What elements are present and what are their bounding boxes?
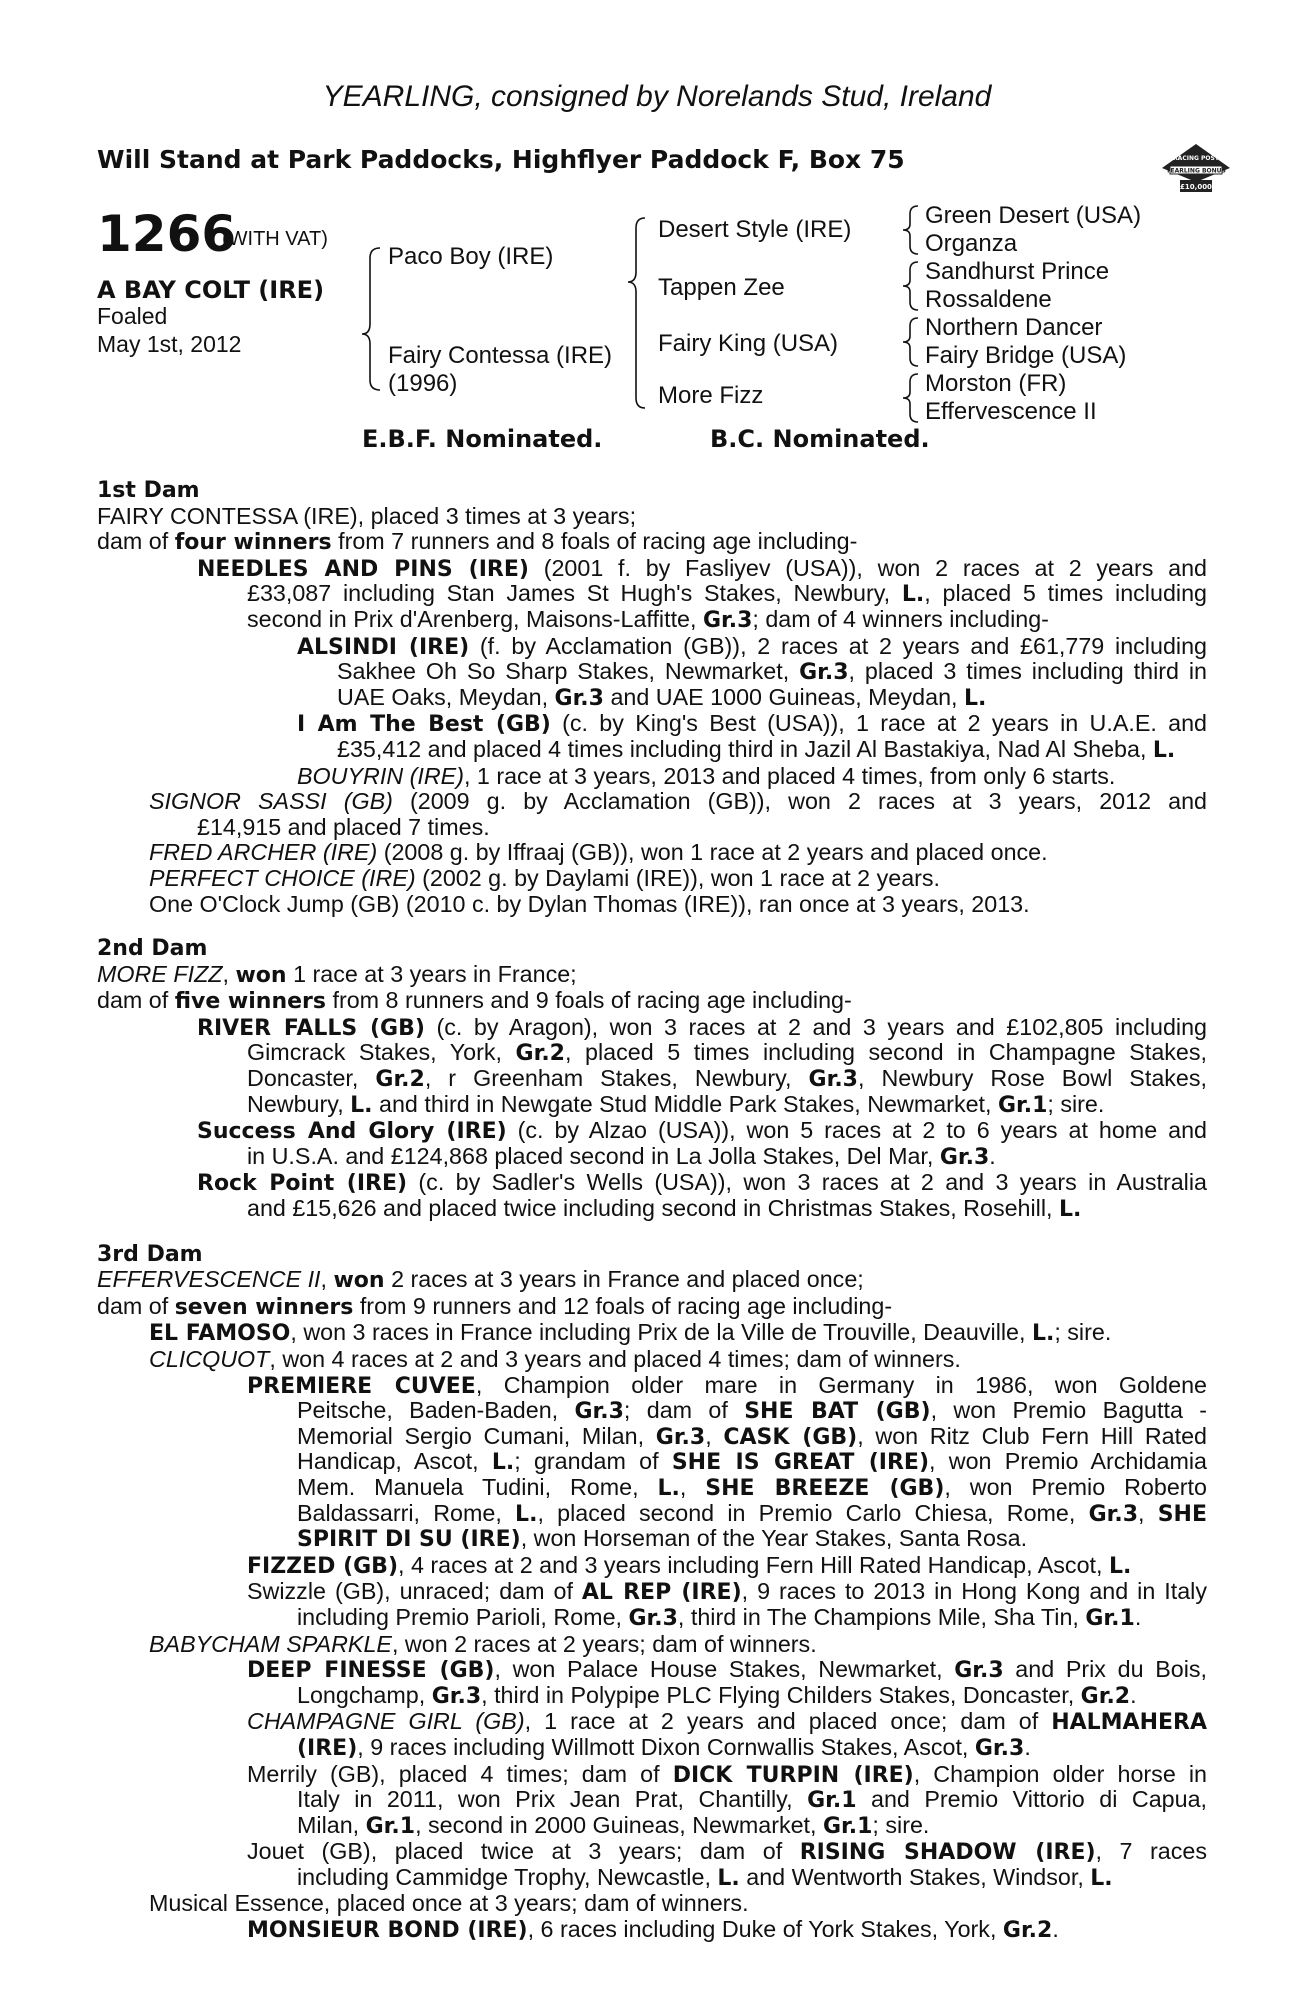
- second-dam-line: Rock Point (IRE) (c. by Sadler's Wells (USA)), won 3 races at 2 and 3 years in Australia: [197, 1170, 1207, 1197]
- second-dam-line: dam of five winners from 8 runners and 9 foals of racing age including-: [97, 988, 852, 1015]
- third-dam-line: Baldassarri, Rome, L., placed second in Premio Carlo Chiesa, Rome, Gr.3, SHE: [297, 1500, 1207, 1527]
- second-dam-line: RIVER FALLS (GB) (c. by Aragon), won 3 races at 2 and 3 years and £102,805 including: [197, 1014, 1207, 1041]
- ggp-5: Northern Dancer: [925, 314, 1103, 341]
- lot-number: 1266: [97, 205, 237, 263]
- third-dam-line: Jouet (GB), placed twice at 3 years; dam of RISING SHADOW (IRE), 7 races: [247, 1839, 1207, 1865]
- ggp-6: Fairy Bridge (USA): [925, 342, 1127, 369]
- second-dam-line: in U.S.A. and £124,868 placed second in La Jolla Stakes, Del Mar, Gr.3.: [247, 1143, 996, 1170]
- third-dam-line: DEEP FINESSE (GB), won Palace House Stakes, Newmarket, Gr.3 and Prix du Bois,: [247, 1657, 1207, 1683]
- first-dam-line: £33,087 including Stan James St Hugh's Stakes, Newbury, L., placed 5 times including: [247, 581, 1207, 607]
- first-dam-line: £14,915 and placed 7 times.: [197, 814, 490, 840]
- third-dam-line: SPIRIT DI SU (IRE), won Horseman of the Year Stakes, Santa Rosa.: [297, 1526, 1028, 1553]
- foaled-label: Foaled: [97, 303, 168, 329]
- third-dam-line: EL FAMOSO, won 3 races in France including Prix de la Ville de Trouville, Deauville, L.; sire.: [149, 1320, 1112, 1347]
- sire-sire: Desert Style (IRE): [658, 216, 852, 243]
- third-dam-line: FIZZED (GB), 4 races at 2 and 3 years including Fern Hill Rated Handicap, Ascot, L.: [247, 1552, 1132, 1579]
- third-dam-line: Italy in 2011, won Prix Jean Prat, Chantilly, Gr.1 and Premio Vittorio di Capua,: [297, 1787, 1207, 1813]
- second-dam-line: and £15,626 and placed twice including second in Christmas Stakes, Rosehill, L.: [247, 1196, 1082, 1223]
- bc-nominated: B.C. Nominated.: [710, 425, 930, 453]
- badge-amount: £10,000: [1180, 183, 1212, 191]
- badge-mid-text: YEARLING BONUS: [1166, 167, 1226, 175]
- first-dam-line: second in Prix d'Arenberg, Maisons-Laffitte, Gr.3; dam of 4 winners including-: [247, 606, 1049, 633]
- third-dam-line: Musical Essence, placed once at 3 years; dam of winners.: [149, 1891, 749, 1917]
- first-dam-line: FRED ARCHER (IRE) (2008 g. by Iffraaj (GB)), won 1 race at 2 years and placed once.: [149, 840, 1048, 866]
- vat-note: (WITH VAT): [222, 228, 328, 250]
- third-dam-line: including Premio Parioli, Rome, Gr.3, third in The Champions Mile, Sha Tin, Gr.1.: [297, 1604, 1142, 1631]
- third-dam-line: BABYCHAM SPARKLE, won 2 races at 2 years; dam of winners.: [149, 1631, 817, 1657]
- first-dam-line: ALSINDI (IRE) (f. by Acclamation (GB)), 2 races at 2 years and £61,779 including: [297, 633, 1207, 660]
- first-dam-line: UAE Oaks, Meydan, Gr.3 and UAE 1000 Guineas, Meydan, L.: [337, 684, 987, 711]
- second-dam-line: Doncaster, Gr.2, r Greenham Stakes, Newbury, Gr.3, Newbury Rose Bowl Stakes,: [247, 1066, 1207, 1092]
- first-dam-line: BOUYRIN (IRE), 1 race at 3 years, 2013 and placed 4 times, from only 6 starts.: [297, 763, 1116, 789]
- third-dam-line: including Cammidge Trophy, Newcastle, L. and Wentworth Stakes, Windsor, L.: [297, 1864, 1113, 1891]
- second-dam-line: MORE FIZZ, won 1 race at 3 years in France;: [97, 961, 577, 988]
- first-dam-line: One O'Clock Jump (GB) (2010 c. by Dylan Thomas (IRE)), ran once at 3 years, 2013.: [149, 891, 1030, 917]
- badge-top-text: RACING POST: [1173, 155, 1219, 162]
- dam-year: (1996): [388, 370, 458, 397]
- first-dam-line: NEEDLES AND PINS (IRE) (2001 f. by Fasliyev (USA)), won 2 races at 2 years and: [197, 555, 1207, 582]
- ebf-nominated: E.B.F. Nominated.: [362, 425, 603, 453]
- stand-location: Will Stand at Park Paddocks, Highflyer Paddock F, Box 75: [97, 145, 905, 174]
- third-dam-line: Swizzle (GB), unraced; dam of AL REP (IRE), 9 races to 2013 in Hong Kong and in Italy: [247, 1579, 1207, 1605]
- dam-sire: Fairy King (USA): [658, 330, 839, 357]
- ggp-3: Sandhurst Prince: [925, 258, 1110, 285]
- ggp-2: Organza: [925, 230, 1018, 257]
- third-dam-line: PREMIERE CUVEE, Champion older mare in Germany in 1986, won Goldene: [247, 1372, 1207, 1399]
- third-dam-line: EFFERVESCENCE II, won 2 races at 3 years in France and placed once;: [97, 1267, 864, 1294]
- lot-name: A BAY COLT (IRE): [97, 276, 325, 304]
- second-dam-line: Success And Glory (IRE) (c. by Alzao (USA)), won 5 races at 2 to 6 years at home and: [197, 1118, 1207, 1144]
- dam: Fairy Contessa (IRE): [388, 342, 613, 369]
- third-dam-line: MONSIEUR BOND (IRE), 6 races including Duke of York Stakes, York, Gr.2.: [247, 1917, 1059, 1944]
- sire: Paco Boy (IRE): [388, 243, 554, 270]
- third-dam-line: (IRE), 9 races including Willmott Dixon Cornwallis Stakes, Ascot, Gr.3.: [297, 1734, 1031, 1761]
- foaled-date: May 1st, 2012: [97, 331, 242, 357]
- third-dam-line: Peitsche, Baden-Baden, Gr.3; dam of SHE BAT (GB), won Premio Bagutta -: [297, 1398, 1207, 1424]
- third-dam-line: CLICQUOT, won 4 races at 2 and 3 years and placed 4 times; dam of winners.: [149, 1347, 961, 1372]
- first-dam-line: SIGNOR SASSI (GB) (2009 g. by Acclamation (GB)), won 2 races at 3 years, 2012 and: [149, 789, 1207, 815]
- third-dam-line: dam of seven winners from 9 runners and 12 foals of racing age including-: [97, 1293, 893, 1320]
- ggp-4: Rossaldene: [925, 286, 1052, 313]
- first-dam-line: £35,412 and placed 4 times including third in Jazil Al Bastakiya, Nad Al Sheba, L.: [337, 736, 1176, 763]
- first-dam-heading: 1st Dam: [97, 478, 200, 503]
- third-dam-line: Merrily (GB), placed 4 times; dam of DICK TURPIN (IRE), Champion older horse in: [247, 1761, 1207, 1788]
- second-dam-heading: 2nd Dam: [97, 936, 208, 962]
- third-dam-line: CHAMPAGNE GIRL (GB), 1 race at 2 years and placed once; dam of HALMAHERA: [247, 1709, 1207, 1735]
- first-dam-line: Sakhee Oh So Sharp Stakes, Newmarket, Gr.3, placed 3 times including third in: [337, 659, 1207, 685]
- third-dam-heading: 3rd Dam: [97, 1241, 203, 1267]
- first-dam-line: FAIRY CONTESSA (IRE), placed 3 times at 3 years;: [97, 503, 637, 529]
- first-dam-line: PERFECT CHOICE (IRE) (2002 g. by Daylami (IRE)), won 1 race at 2 years.: [149, 865, 941, 891]
- first-dam-line: I Am The Best (GB) (c. by King's Best (USA)), 1 race at 2 years in U.A.E. and: [297, 711, 1207, 737]
- third-dam-line: Longchamp, Gr.3, third in Polypipe PLC Flying Childers Stakes, Doncaster, Gr.2.: [297, 1682, 1137, 1709]
- third-dam-line: Handicap, Ascot, L.; grandam of SHE IS GREAT (IRE), won Premio Archidamia: [297, 1449, 1207, 1475]
- second-dam-line: Newbury, L. and third in Newgate Stud Middle Park Stakes, Newmarket, Gr.1; sire.: [247, 1091, 1105, 1118]
- sire-dam: Tappen Zee: [658, 274, 785, 301]
- ggp-1: Green Desert (USA): [925, 202, 1142, 229]
- second-dam-line: Gimcrack Stakes, York, Gr.2, placed 5 times including second in Champagne Stakes,: [247, 1040, 1207, 1067]
- third-dam-line: Memorial Sergio Cumani, Milan, Gr.3, CASK (GB), won Ritz Club Fern Hill Rated: [297, 1423, 1207, 1450]
- third-dam-line: Mem. Manuela Tudini, Rome, L., SHE BREEZE (GB), won Premio Roberto: [297, 1474, 1207, 1501]
- page-title: YEARLING, consigned by Norelands Stud, Ireland: [322, 80, 992, 113]
- catalogue-body: [97, 478, 1207, 1944]
- ggp-8: Effervescence II: [925, 398, 1097, 425]
- ggp-7: Morston (FR): [925, 370, 1067, 397]
- third-dam-line: Milan, Gr.1, second in 2000 Guineas, Newmarket, Gr.1; sire.: [297, 1812, 930, 1839]
- first-dam-line: dam of four winners from 7 runners and 8 foals of racing age including-: [97, 529, 858, 556]
- dam-dam: More Fizz: [658, 382, 764, 409]
